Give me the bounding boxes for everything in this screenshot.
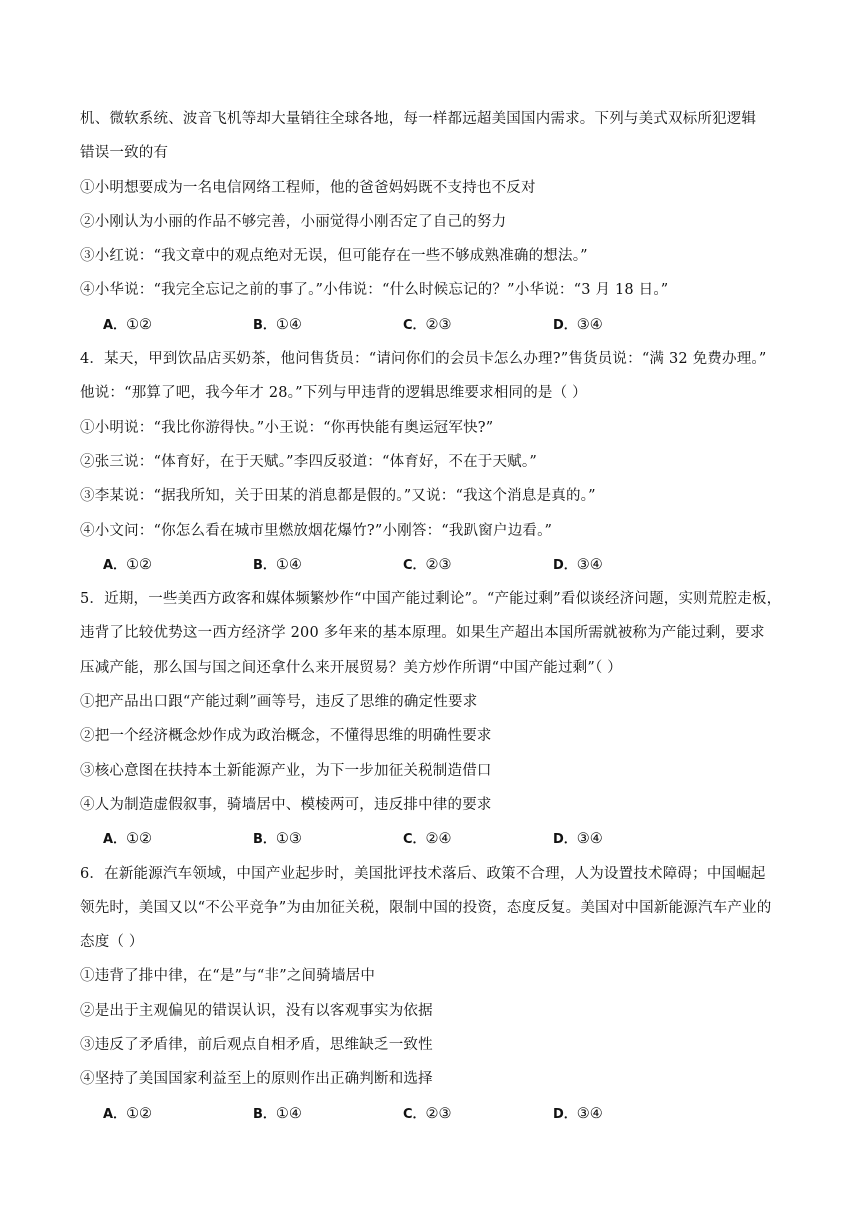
option-text: ③④ <box>576 1105 603 1122</box>
option-text: ①② <box>126 556 153 573</box>
option-text: ③④ <box>576 556 603 573</box>
question-stem-line: 4．某天，甲到饮品店买奶茶，他问售货员：“请问你们的会员卡怎么办理?”售货员说：“满 32 免费办理。” <box>80 351 767 368</box>
question-5 <box>80 582 785 856</box>
option-text: ①② <box>126 1105 153 1122</box>
option-text: ②④ <box>425 831 452 848</box>
option-text: ②③ <box>425 556 452 573</box>
question-stem-line: 机、微软系统、波音飞机等却大量销往全球各地，每一样都远超美国国内需求。下列与美式双标所犯逻辑 <box>80 111 757 127</box>
option-letter: C． <box>403 1106 426 1122</box>
statement-3: ③李某说：“据我所知，关于田某的消息都是假的。”又说：“我这个消息是真的。” <box>80 488 596 505</box>
question-6 <box>80 857 785 1131</box>
option-letter: B． <box>253 1106 276 1122</box>
option-a[interactable] <box>103 308 253 342</box>
statement-2: ②张三说：“体育好，在于天赋。”李四反驳道：“体育好，不在于天赋。” <box>80 453 537 470</box>
option-c[interactable] <box>403 822 553 856</box>
option-letter: C． <box>403 317 426 333</box>
statement-4: ④小文问：“你怎么看在城市里燃放烟花爆竹?”小刚答：“我趴窗户边看。” <box>80 522 553 539</box>
option-a[interactable] <box>103 822 253 856</box>
answer-options <box>80 548 785 582</box>
option-c[interactable] <box>403 308 553 342</box>
statement-2: ②是出于主观偏见的错误认识，没有以客观事实为依据 <box>80 1002 433 1019</box>
question-stem-line: 压减产能，那么国与国之间还拿什么来开展贸易？美方炒作所谓“中国产能过剩”（ ） <box>80 659 622 676</box>
question-stem-line: 5．近期，一些美西方政客和媒体频繁炒作“中国产能过剩论”。“产能过剩”看似谈经济问题，实则荒腔走板， <box>80 591 782 608</box>
option-letter: A． <box>103 832 127 848</box>
option-letter: B． <box>253 557 276 573</box>
question-stem-line: 违背了比较优势这一西方经济学 200 多年来的基本原理。如果生产超出本国所需就被称为产能过剩，要求 <box>80 625 765 642</box>
question-stem-line: 错误一致的有 <box>80 145 169 162</box>
option-letter: A． <box>103 557 127 573</box>
statement-4: ④人为制造虚假叙事，骑墙居中、模棱两可，违反排中律的要求 <box>80 796 492 813</box>
option-letter: A． <box>103 317 127 333</box>
option-c[interactable] <box>403 1097 553 1131</box>
option-text: ①④ <box>275 1105 302 1122</box>
option-b[interactable] <box>253 1097 403 1131</box>
option-d[interactable] <box>553 548 703 582</box>
option-letter: D． <box>553 1106 577 1122</box>
statement-4: ④坚持了美国国家利益至上的原则作出正确判断和选择 <box>80 1071 433 1088</box>
question-stem-line: 态度（ ） <box>80 934 144 951</box>
question-3 <box>80 102 785 342</box>
statement-1: ①小明想要成为一名电信网络工程师，他的爸爸妈妈既不支持也不反对 <box>80 179 536 196</box>
option-text: ③④ <box>576 316 603 333</box>
option-c[interactable] <box>403 548 553 582</box>
statement-1: ①违背了排中律，在“是”与“非”之间骑墙居中 <box>80 968 376 985</box>
option-d[interactable] <box>553 822 703 856</box>
option-letter: D． <box>553 557 577 573</box>
question-stem-line: 他说：“那算了吧，我今年才 28。”下列与甲违背的逻辑思维要求相同的是（ ） <box>80 385 587 402</box>
option-text: ①② <box>126 316 153 333</box>
option-text: ③④ <box>576 831 603 848</box>
option-text: ①④ <box>275 316 302 333</box>
option-letter: C． <box>403 557 426 573</box>
option-letter: D． <box>553 317 577 333</box>
question-4 <box>80 342 785 582</box>
statement-3: ③小红说：“我文章中的观点绝对无误，但可能存在一些不够成熟准确的想法。” <box>80 248 588 265</box>
answer-options <box>80 308 785 342</box>
option-a[interactable] <box>103 548 253 582</box>
option-text: ②③ <box>425 1105 452 1122</box>
option-text: ①③ <box>275 831 302 848</box>
answer-options <box>80 822 785 856</box>
statement-1: ①把产品出口跟“产能过剩”画等号，违反了思维的确定性要求 <box>80 694 478 711</box>
statement-3: ③违反了矛盾律，前后观点自相矛盾，思维缺乏一致性 <box>80 1037 433 1054</box>
exam-page <box>80 102 785 1131</box>
question-stem-line: 6．在新能源汽车领域，中国产业起步时，美国批评技术落后、政策不合理，人为设置技术障碍；中国崛起 <box>80 865 766 882</box>
statement-1: ①小明说：“我比你游得快。”小王说：“你再快能有奥运冠军快?” <box>80 419 494 436</box>
option-letter: B． <box>253 317 276 333</box>
answer-options <box>80 1097 785 1131</box>
option-text: ①② <box>126 831 153 848</box>
option-a[interactable] <box>103 1097 253 1131</box>
statement-4: ④小华说：“我完全忘记之前的事了。”小伟说：“什么时候忘记的？”小华说：“3 月 18 日。” <box>80 282 669 299</box>
option-letter: C． <box>403 832 426 848</box>
option-text: ②③ <box>425 316 452 333</box>
option-d[interactable] <box>553 308 703 342</box>
option-letter: A． <box>103 1106 127 1122</box>
option-letter: B． <box>253 832 276 848</box>
option-d[interactable] <box>553 1097 703 1131</box>
statement-2: ②把一个经济概念炒作成为政治概念，不懂得思维的明确性要求 <box>80 728 492 745</box>
question-stem-line: 领先时，美国又以“不公平竞争”为由加征关税，限制中国的投资，态度反复。美国对中国新能源汽车产业的 <box>80 899 772 916</box>
statement-2: ②小刚认为小丽的作品不够完善，小丽觉得小刚否定了自己的努力 <box>80 213 507 230</box>
option-text: ①④ <box>275 556 302 573</box>
option-letter: D． <box>553 832 577 848</box>
statement-3: ③核心意图在扶持本土新能源产业，为下一步加征关税制造借口 <box>80 762 492 779</box>
option-b[interactable] <box>253 548 403 582</box>
option-b[interactable] <box>253 822 403 856</box>
option-b[interactable] <box>253 308 403 342</box>
